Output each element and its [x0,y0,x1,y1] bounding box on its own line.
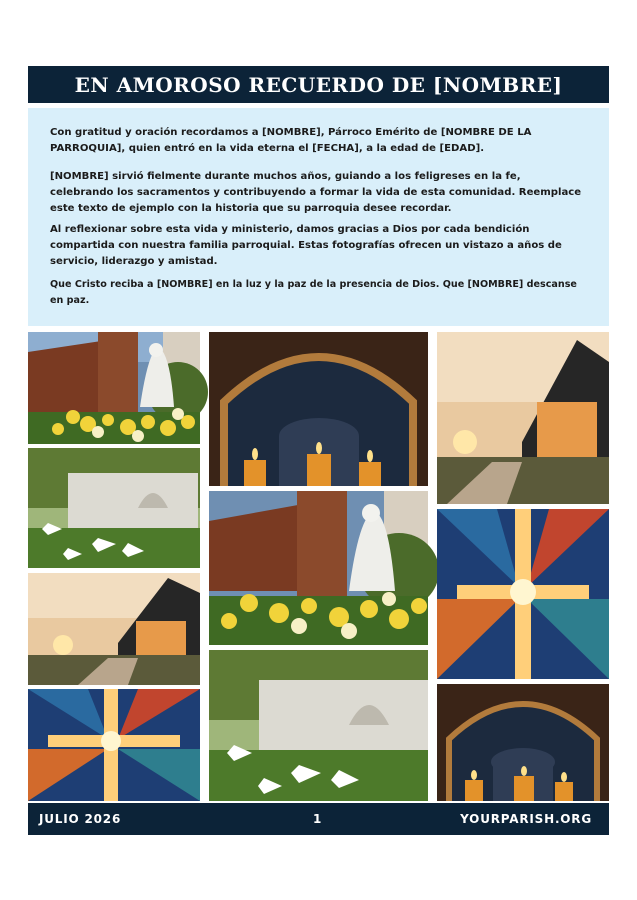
paragraph-service: [NOMBRE] sirvió fielmente durante muchos años, guiando a los feligreses en la fe, celebrando los sacramentos y contribuyendo a formar la vida de esta comunidad. Reemplace este texto de ejemplo con la historia que su parroquia desee recordar. [50,171,582,214]
photo-candles-arch-small [437,684,609,801]
footer-bar [28,803,609,835]
photo-statue-garden [28,332,200,444]
photo-statue-garden-large [209,491,428,645]
paragraph-prayer: Que Cristo reciba a [NOMBRE] en la luz y la paz de la presencia de Dios. Que [NOMBRE] descanse en paz. [50,279,577,306]
photo-candles-arch [209,332,428,486]
title-banner [28,66,609,103]
paragraph-intro: Con gratitud y oración recordamos a [NOMBRE], Párroco Emérito de [NOMBRE DE LA PARROQUIA], quien entró en la vida eterna el [FECHA], a la edad de [EDAD]. [50,127,532,154]
photo-modern-church-sunset-large [437,332,609,504]
page-number: 1 [313,812,323,826]
memorial-text-panel [28,108,609,326]
photo-modern-church-sunset [28,573,200,685]
photo-stained-glass-cross-large [437,509,609,679]
footer-website: YOURPARISH.ORG [460,812,592,826]
photo-stained-glass-cross [28,689,200,801]
footer-date: JULIO 2026 [39,812,122,826]
page-title: EN AMOROSO RECUERDO DE [NOMBRE] [74,72,563,97]
photo-white-lilies-large [209,650,428,801]
paragraph-reflection: Al reflexionar sobre esta vida y ministerio, damos gracias a Dios por cada bendición compartida con nuestra familia parroquial. Estas fotografías ofrecen un vistazo a años de servicio, liderazgo y amistad. [50,224,562,267]
photo-white-lilies [28,448,200,568]
